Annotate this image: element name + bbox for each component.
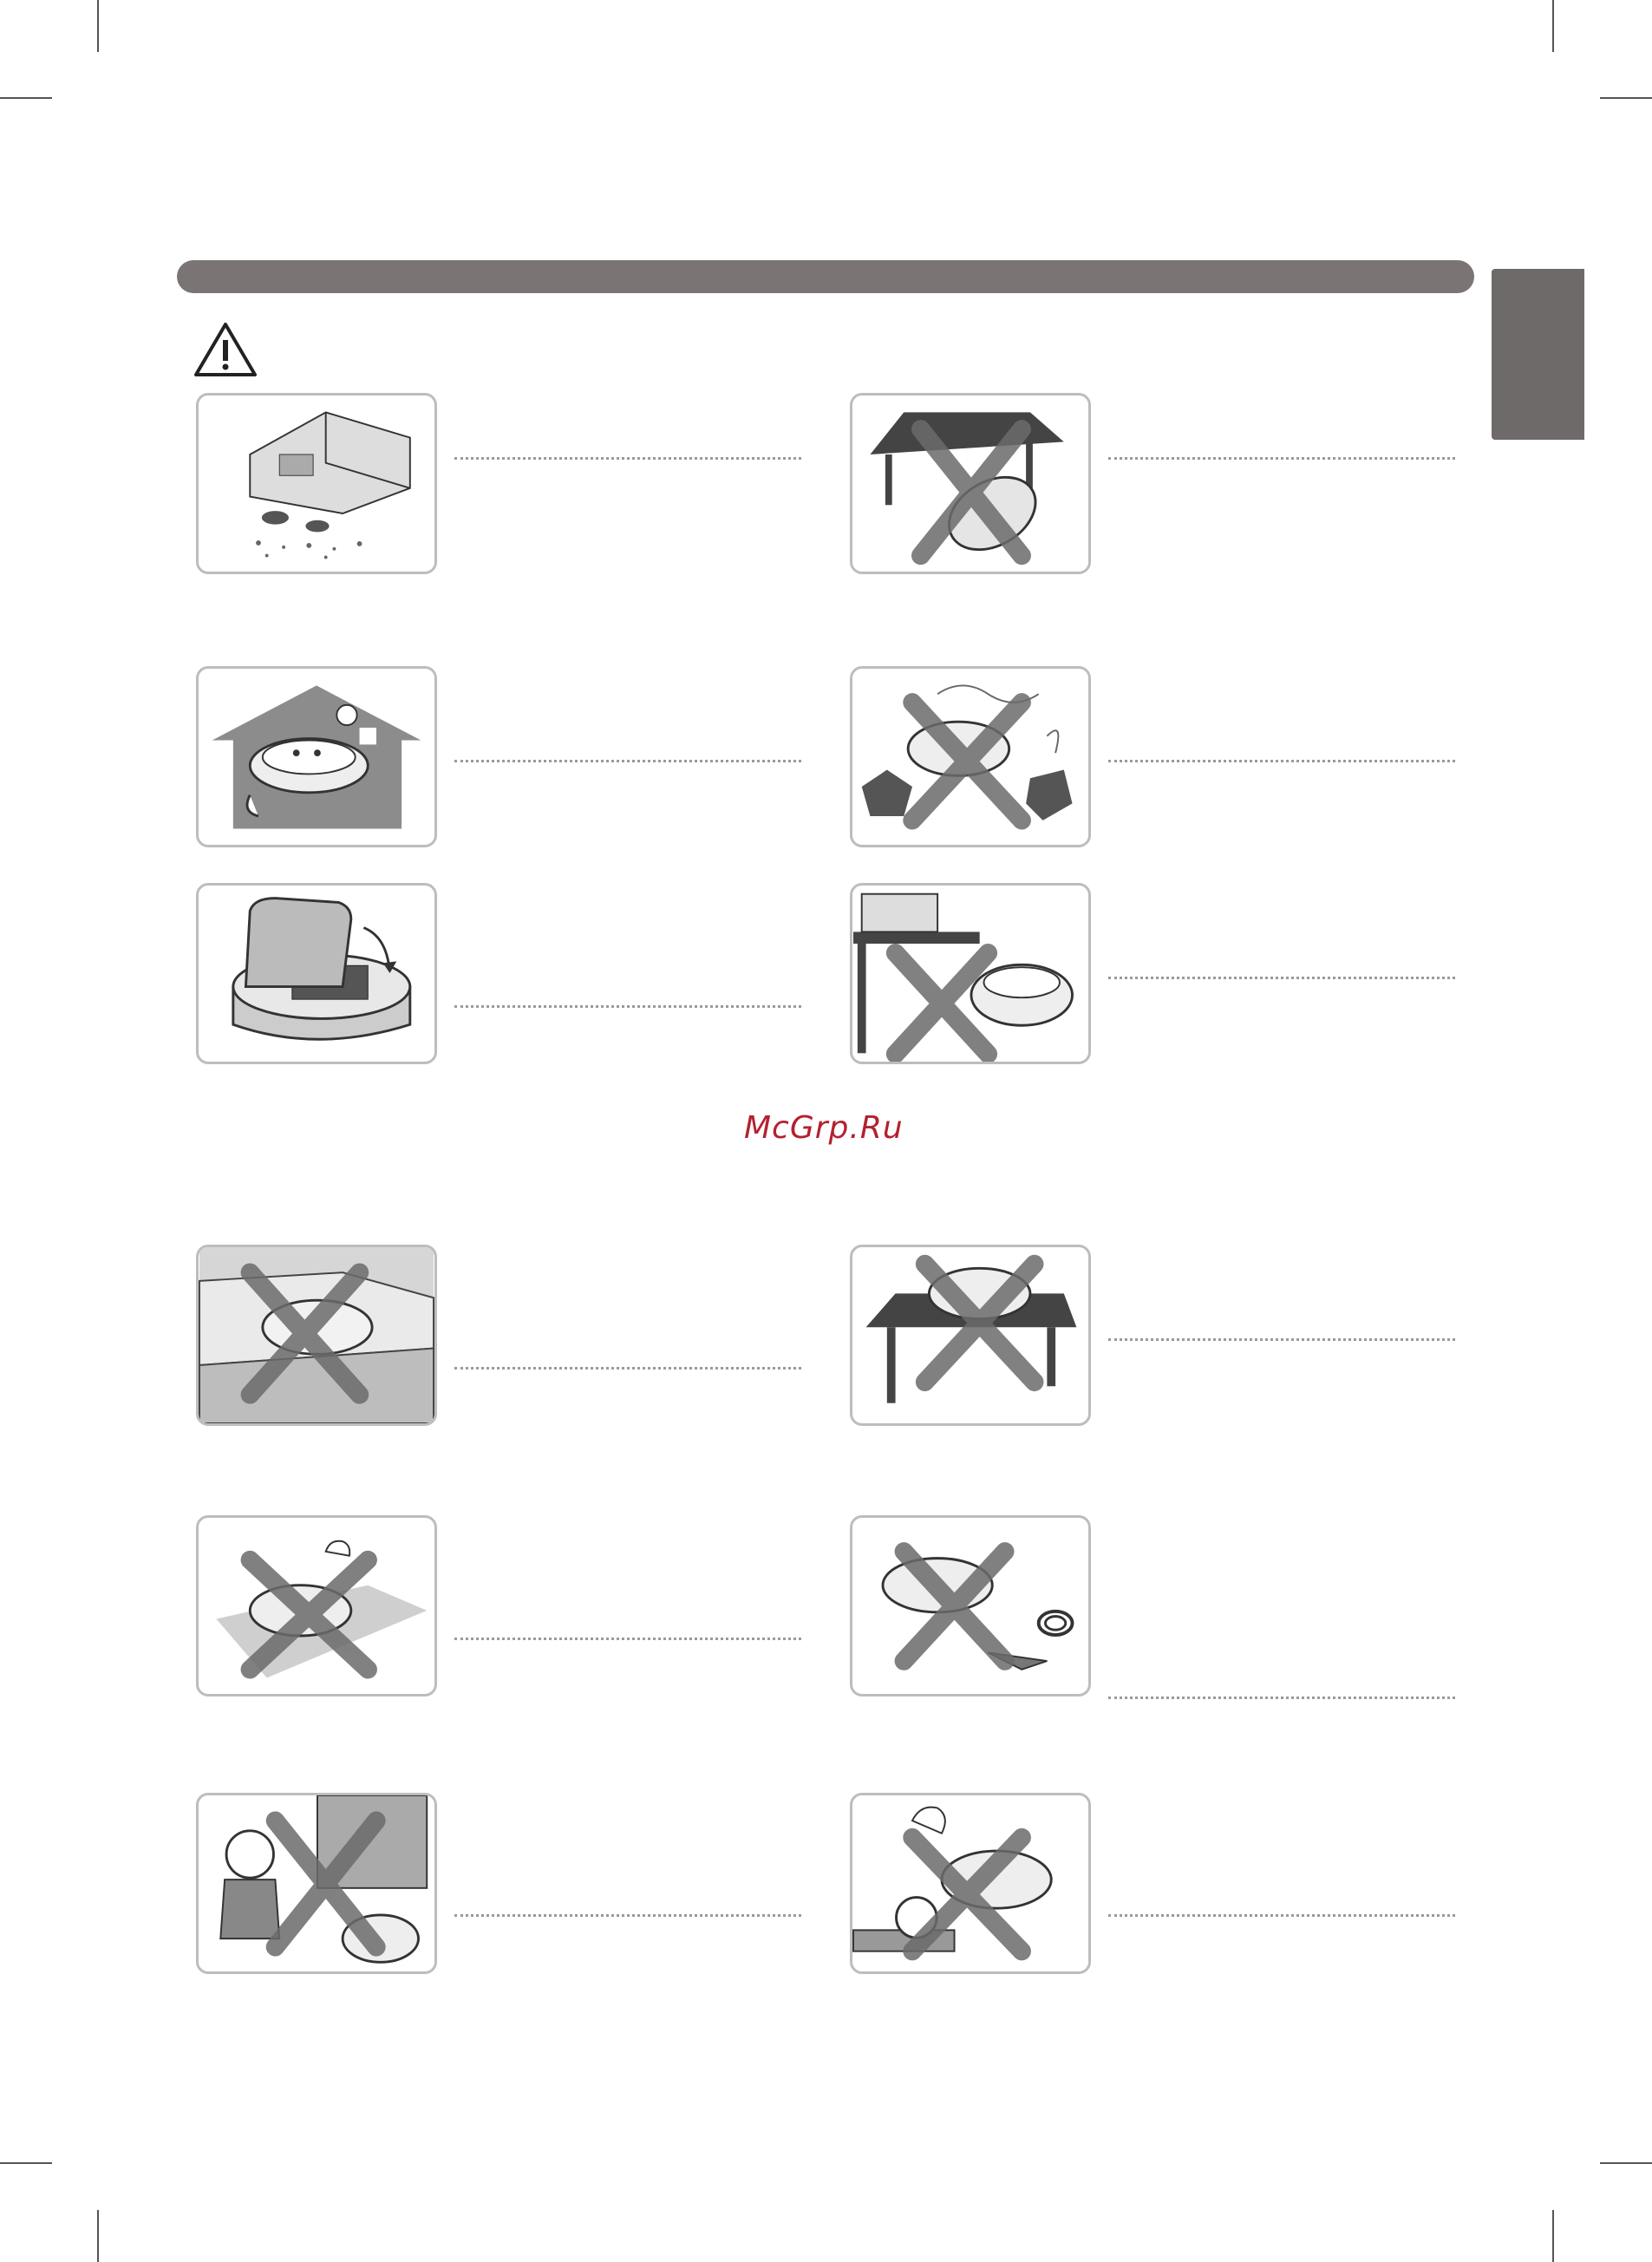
illustration-robot-indoors-house (196, 666, 437, 847)
text-placeholder-line (454, 1005, 801, 1008)
crop-mark (97, 2210, 99, 2262)
text-placeholder-line (454, 760, 801, 762)
robot-on-table-icon (852, 1247, 1088, 1423)
illustration-child-with-robot (196, 1793, 437, 1974)
crop-mark (1552, 2210, 1554, 2262)
text-placeholder-line (1108, 977, 1455, 979)
crop-mark (1600, 97, 1652, 99)
illustration-robot-on-sofa (196, 1245, 437, 1426)
crop-mark (97, 0, 99, 52)
illustration-robot-open-lid (196, 883, 437, 1064)
text-placeholder-line (1108, 457, 1455, 460)
illustration-child-lying-robot (850, 1793, 1091, 1974)
robot-heat-stones-icon (852, 669, 1088, 845)
watermark-text: McGrp.Ru (744, 1110, 904, 1146)
robot-under-table-box-icon (852, 886, 1088, 1062)
illustration-robot-falling-table (850, 393, 1091, 574)
text-placeholder-line (454, 1914, 801, 1917)
crop-mark (0, 97, 52, 99)
language-side-tab (1492, 269, 1584, 440)
text-placeholder-line (454, 1367, 801, 1370)
crop-mark (0, 2162, 52, 2164)
text-placeholder-line (1108, 1338, 1455, 1341)
illustration-dust-bin-insects (196, 393, 437, 574)
child-lying-robot-no-icon (852, 1795, 1088, 1971)
text-placeholder-line (1108, 1696, 1455, 1699)
dust-bin-insects-icon (199, 396, 434, 572)
illustration-robot-on-wet-floor (196, 1515, 437, 1696)
robot-indoors-house-icon (199, 669, 434, 845)
robot-cables-sharp-objects-icon (852, 1518, 1088, 1694)
crop-mark (1552, 0, 1554, 52)
robot-on-wet-floor-no-icon (199, 1518, 434, 1694)
robot-open-lid-icon (199, 886, 434, 1062)
robot-falling-table-icon (852, 396, 1088, 572)
text-placeholder-line (454, 1638, 801, 1640)
illustration-robot-on-table (850, 1245, 1091, 1426)
section-header-bar (177, 260, 1474, 293)
illustration-robot-heat-stones (850, 666, 1091, 847)
robot-on-sofa-icon (199, 1247, 434, 1423)
illustration-robot-cables-sharp-objects (850, 1515, 1091, 1696)
illustration-robot-under-table-box (850, 883, 1091, 1064)
text-placeholder-line (1108, 1914, 1455, 1917)
warning-triangle-icon (193, 321, 258, 378)
text-placeholder-line (454, 457, 801, 460)
text-placeholder-line (1108, 760, 1455, 762)
child-with-robot-icon (199, 1795, 434, 1971)
crop-mark (1600, 2162, 1652, 2164)
